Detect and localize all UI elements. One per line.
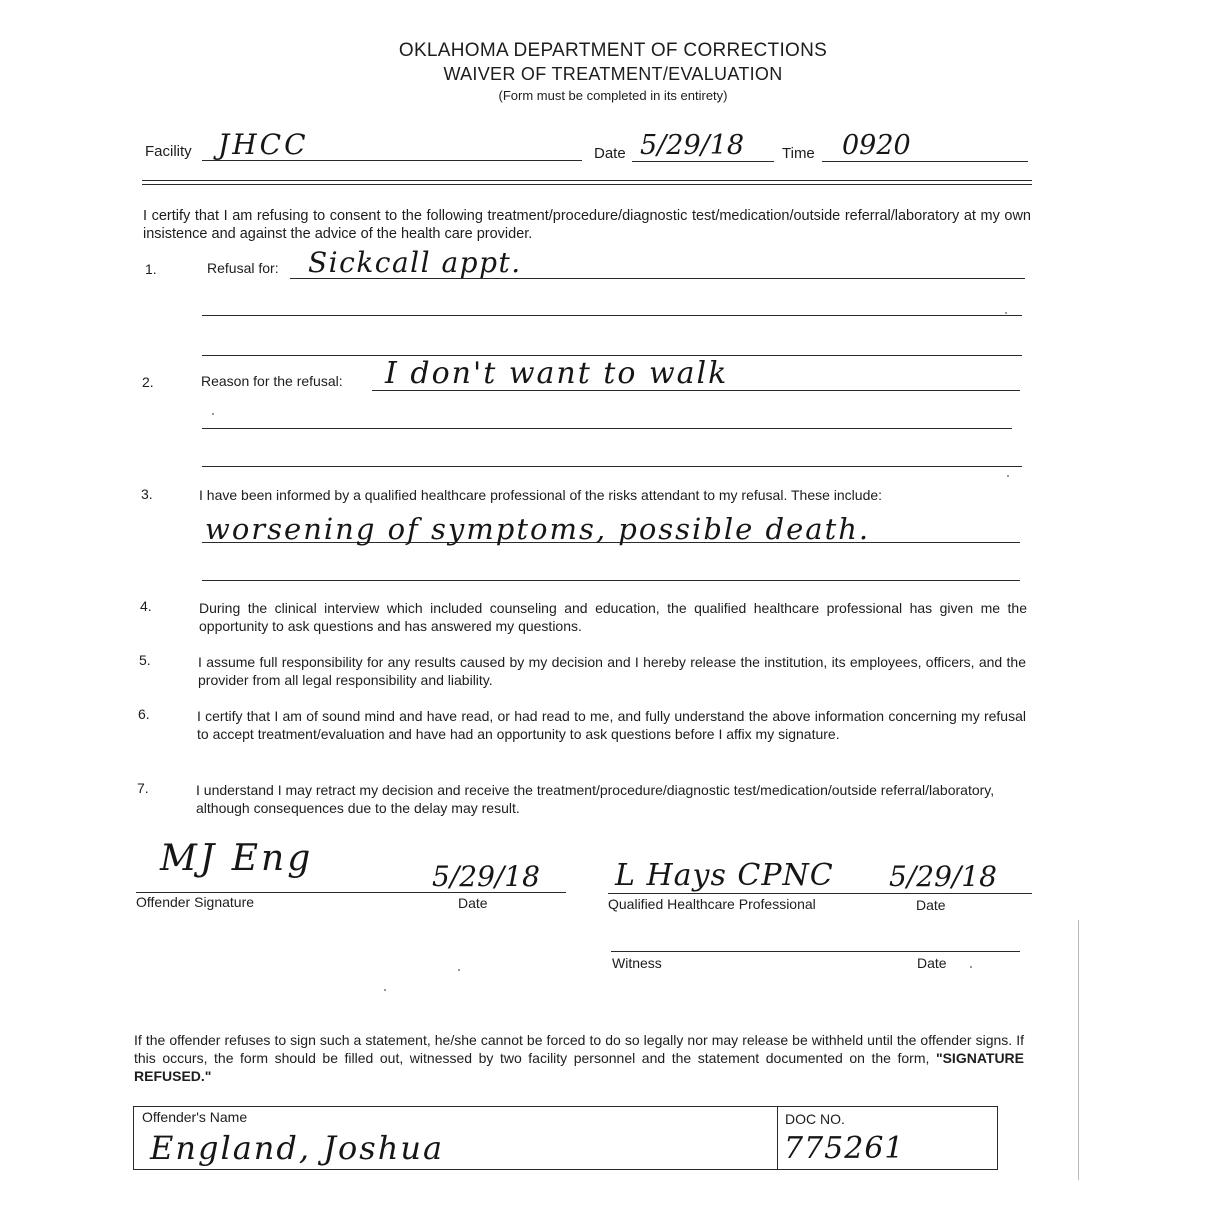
retract-statement: I understand I may retract my decision and receive the treatment/procedure/diagnostic test/medication/outside referral/laboratory, although consequences due to the delay may result. — [196, 782, 995, 816]
professional-date-value[interactable]: 5/29/18 — [889, 860, 997, 893]
offender-name-label: Offender's Name — [142, 1109, 248, 1125]
agency-title: OKLAHOMA DEPARTMENT OF CORRECTIONS — [398, 40, 828, 61]
offender-info-box — [133, 1106, 998, 1170]
scan-speck — [458, 969, 460, 971]
scan-speck — [212, 413, 214, 415]
offender-signature-label: Offender Signature — [136, 894, 255, 910]
risks-line-2 — [202, 580, 1020, 581]
responsibility-statement: I assume full responsibility for any results caused by my decision and I hereby release the institution, its employees, officers, and the provider from all legal responsibility and liability. — [198, 654, 1026, 688]
form-title: WAIVER OF TREATMENT/EVALUATION — [443, 64, 783, 84]
doc-number-value[interactable]: 775261 — [784, 1131, 905, 1166]
scan-speck — [1007, 475, 1009, 477]
item-2-number: 2. — [142, 374, 154, 390]
refusal-reason-line-3 — [202, 466, 1022, 467]
time-value[interactable]: 0920 — [842, 130, 911, 161]
scan-speck — [384, 989, 386, 991]
form-note: (Form must be completed in its entirety) — [498, 88, 728, 103]
professional-date-label: Date — [916, 897, 946, 913]
offender-name-value[interactable]: England, Joshua — [150, 1129, 445, 1167]
refusal-reason-label: Reason for the refusal: — [201, 373, 343, 389]
time-label: Time — [782, 145, 815, 162]
date-label: Date — [594, 145, 626, 162]
offender-date-value[interactable]: 5/29/18 — [432, 860, 540, 893]
professional-signature-line — [608, 893, 1032, 894]
offender-date-label: Date — [458, 895, 488, 911]
item-3-number: 3. — [141, 486, 153, 502]
doc-number-label: DOC NO. — [785, 1111, 845, 1127]
header-rule-bottom — [142, 184, 1032, 185]
item-5-number: 5. — [139, 652, 151, 668]
sound-mind-statement: I certify that I am of sound mind and have read, or had read to me, and fully understand the above information concerning my refusal to accept treatment/evaluation and have had an opportunity to ask questions before I affix my signature. — [197, 708, 1026, 742]
refusal-reason-line-2 — [202, 428, 1012, 429]
risks-statement: I have been informed by a qualified healthcare professional of the risks attendant to my refusal. These include: — [199, 487, 883, 503]
item-4-number: 4. — [140, 598, 152, 614]
facility-value[interactable]: JHCC — [218, 128, 309, 161]
scan-speck — [970, 966, 972, 968]
refusal-for-value[interactable]: Sickcall appt. — [308, 246, 522, 279]
witness-line — [611, 951, 1020, 952]
item-6-number: 6. — [138, 706, 150, 722]
counseling-statement: During the clinical interview which included counseling and education, the qualified healthcare professional has given me the opportunity to ask questions and has answered my questions. — [199, 600, 1027, 634]
scan-edge-line — [1078, 920, 1079, 1180]
item-1-number: 1. — [145, 261, 157, 277]
facility-label: Facility — [145, 143, 192, 160]
offender-signature[interactable]: MJ Eng — [160, 838, 314, 879]
refusal-note-text: If the offender refuses to sign such a statement, he/she cannot be forced to do so legally nor may release be withheld until the offender signs. If this occurs, the form should be filled out, witnessed by two facility personnel and the statement documented on the form, — [134, 1032, 1024, 1066]
time-underline — [822, 161, 1028, 162]
box-divider — [777, 1107, 778, 1169]
header-rule-top — [142, 180, 1032, 181]
refusal-for-label: Refusal for: — [207, 260, 279, 276]
witness-date-label: Date — [917, 955, 947, 971]
scan-speck — [1005, 312, 1007, 314]
intro-statement: I certify that I am refusing to consent to the following treatment/procedure/diagnostic test/medication/outside referral/laboratory at my own insistence and against the advice of the health care provider. — [143, 208, 1031, 242]
date-underline — [632, 161, 774, 162]
date-value[interactable]: 5/29/18 — [640, 130, 745, 161]
witness-label: Witness — [612, 955, 662, 971]
signature-refused-emphasis: "SIGNATURE REFUSED." — [134, 1050, 1024, 1084]
signature-refused-note — [134, 1031, 1024, 1085]
professional-signature[interactable]: L Hays CPNC — [615, 858, 834, 893]
professional-label: Qualified Healthcare Professional — [608, 896, 816, 912]
risks-value[interactable]: worsening of symptoms, possible death. — [205, 512, 871, 546]
refusal-for-line-2 — [202, 315, 1022, 316]
refusal-reason-value[interactable]: I don't want to walk — [385, 356, 729, 391]
item-7-number: 7. — [137, 780, 149, 796]
